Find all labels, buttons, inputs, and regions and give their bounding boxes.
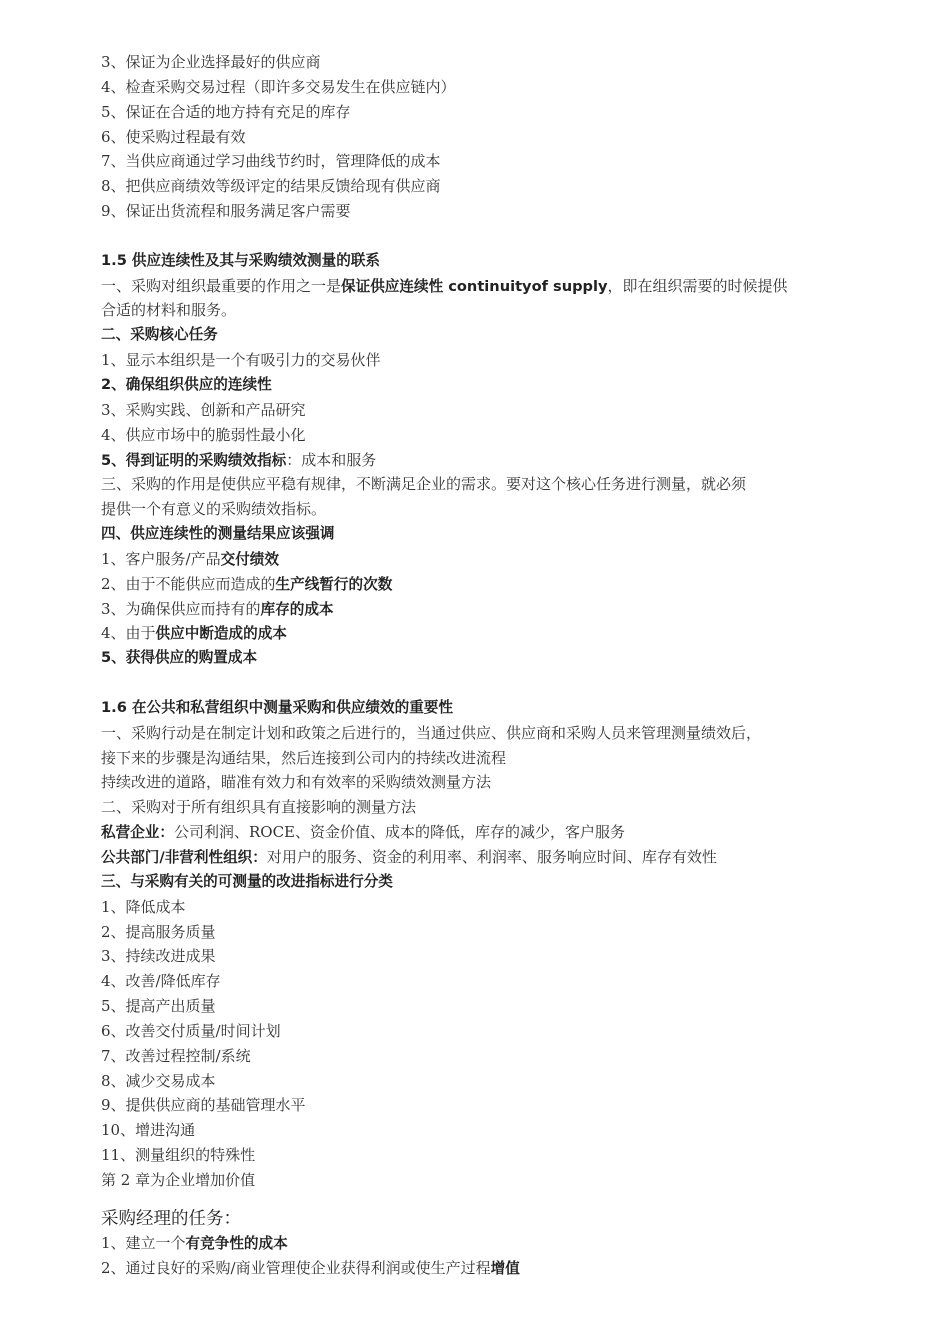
text: 4、由于	[101, 624, 156, 643]
list-item: 1、显示本组织是一个有吸引力的交易伙伴	[101, 351, 381, 370]
list-item: 4、检查采购交易过程（即许多交易发生在供应链内）	[101, 77, 456, 96]
paragraph: 二、采购对于所有组织具有直接影响的测量方法	[101, 798, 417, 817]
list-item: 1、降低成本	[101, 897, 186, 916]
bold-text: 保证供应连续性 continuityof supply	[341, 277, 608, 295]
paragraph	[101, 820, 841, 845]
list-item	[101, 547, 841, 572]
paragraph-continuation: 提供一个有意义的采购绩效指标。	[101, 500, 327, 519]
list-item: 11、测量组织的特殊性	[101, 1146, 256, 1165]
text: ，即在组织需要的时候提供	[607, 276, 788, 295]
list-item: 5、获得供应的购置成本	[101, 649, 258, 667]
manager-tasks-heading: 采购经理的任务：	[101, 1208, 241, 1229]
paragraph: 一、采购行动是在制定计划和政策之后进行的，当通过供应、供应商和采购人员来管理测量绩效后，	[101, 723, 762, 742]
list-item	[101, 448, 841, 473]
bold-text: 交付绩效	[220, 550, 279, 568]
bold-text: 供应中断造成的成本	[155, 625, 287, 643]
list-item	[101, 572, 841, 597]
subheading: 三、与采购有关的可测量的改进指标进行分类	[101, 872, 393, 890]
paragraph	[101, 274, 841, 299]
list-item: 8、减少交易成本	[101, 1071, 216, 1090]
paragraph-continuation: 持续改进的道路，瞄准有效力和有效率的采购绩效测量方法	[101, 773, 492, 792]
text: 1、客户服务/产品	[101, 549, 221, 568]
bold-text: 增值	[490, 1259, 520, 1277]
text: 2、由于不能供应而造成的	[101, 574, 276, 593]
paragraph: 三、采购的作用是使供应平稳有规律，不断满足企业的需求。要对这个核心任务进行测量，就必须	[101, 475, 747, 494]
text: 一、采购对组织最重要的作用之一是	[101, 276, 342, 295]
list-item: 10、增进沟通	[101, 1121, 196, 1140]
chapter-heading: 第 2 章为企业增加价值	[101, 1170, 256, 1189]
text: 2、通过良好的采购/商业管理使企业获得利润或使生产过程	[101, 1258, 491, 1277]
list-item: 6、改善交付质量/时间计划	[101, 1021, 281, 1040]
text: 对用户的服务、资金的利用率、利润率、服务响应时间、库存有效性	[266, 848, 717, 866]
list-item	[101, 1256, 841, 1281]
bold-text: 生产线暂行的次数	[275, 575, 393, 593]
paragraph-continuation: 接下来的步骤是沟通结果，然后连接到公司内的持续改进流程	[101, 748, 507, 767]
list-item: 8、把供应商绩效等级评定的结果反馈给现有供应商	[101, 177, 441, 196]
list-item: 6、使采购过程最有效	[101, 127, 246, 146]
list-item	[101, 597, 841, 622]
list-item	[101, 621, 841, 646]
list-item: 2、提高服务质量	[101, 922, 216, 941]
section-heading-1-5: 1.5 供应连续性及其与采购绩效测量的联系	[101, 251, 381, 269]
list-item: 7、改善过程控制/系统	[101, 1046, 251, 1065]
text: 公司利润、ROCE、资金价值、成本的降低，库存的减少，客户服务	[173, 823, 626, 842]
list-item: 9、提供供应商的基础管理水平	[101, 1096, 306, 1115]
document-body	[101, 50, 841, 1281]
list-item: 5、提高产出质量	[101, 997, 216, 1016]
text: 1、建立一个	[101, 1233, 186, 1252]
list-item	[101, 1231, 841, 1256]
list-item: 3、保证为企业选择最好的供应商	[101, 53, 321, 71]
list-item: 3、持续改进成果	[101, 947, 216, 966]
list-item: 9、保证出货流程和服务满足客户需要	[101, 202, 351, 221]
text: 3、为确保供应而持有的	[101, 599, 261, 618]
section-heading-1-6: 1.6 在公共和私营组织中测量采购和供应绩效的重要性	[101, 698, 453, 716]
bold-text: 5、得到证明的采购绩效指标	[101, 451, 287, 469]
list-item: 4、供应市场中的脆弱性最小化	[101, 425, 306, 444]
list-item: 5、保证在合适的地方持有充足的库存	[101, 102, 351, 121]
list-item: 2、确保组织供应的连续性	[101, 375, 272, 393]
text: ：成本和服务	[286, 450, 377, 469]
list-item: 7、当供应商通过学习曲线节约时，管理降低的成本	[101, 152, 441, 171]
bold-text: 有竞争性的成本	[185, 1234, 288, 1252]
subheading: 四、供应连续性的测量结果应该强调	[101, 525, 335, 543]
list-item: 4、改善/降低库存	[101, 972, 221, 991]
paragraph	[101, 845, 841, 870]
bold-label: 私营企业：	[101, 824, 174, 842]
bold-text: 库存的成本	[260, 600, 334, 618]
list-item: 3、采购实践、创新和产品研究	[101, 400, 306, 419]
bold-label: 公共部门/非营利性组织：	[101, 849, 267, 866]
paragraph-continuation: 合适的材料和服务。	[101, 301, 237, 320]
subheading: 二、采购核心任务	[101, 326, 218, 344]
